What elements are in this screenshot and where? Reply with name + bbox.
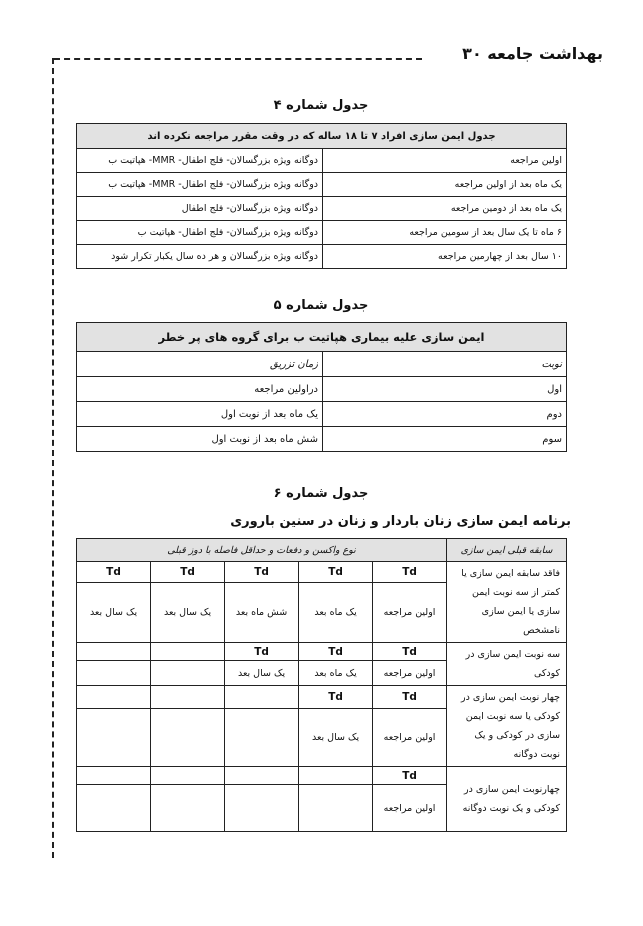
- interval-cell: یک سال بعد: [299, 709, 373, 767]
- empty-cell: [225, 785, 299, 832]
- empty-cell: [225, 767, 299, 785]
- table5-time-cell: دراولین مراجعه: [77, 377, 323, 402]
- table-row: [77, 643, 567, 661]
- table4-vaccine-cell: دوگانه ویژه بزرگسالان- فلج اطفال- MMR- هپاتیت ب: [77, 173, 323, 197]
- table-row: [77, 197, 567, 221]
- table-row: [77, 427, 567, 452]
- empty-cell: [77, 643, 151, 661]
- table-row: [77, 767, 567, 785]
- td-vaccine-label: Td: [225, 643, 299, 661]
- interval-cell: یک ماه بعد: [299, 583, 373, 643]
- table-row: [77, 686, 567, 709]
- empty-cell: [77, 661, 151, 686]
- table-row: [77, 221, 567, 245]
- td-vaccine-label: Td: [151, 562, 225, 583]
- table6-header-row: [77, 539, 567, 562]
- table5-header-row: [77, 352, 567, 377]
- table5-title: ایمن سازی علیه بیماری هپاتیت ب برای گروه های پر خطر: [77, 323, 567, 352]
- table4-time-cell: یک ماه بعد از اولین مراجعه: [323, 173, 567, 197]
- table4-time-cell: یک ماه بعد از دومین مراجعه: [323, 197, 567, 221]
- table4-time-cell: ۱۰ سال بعد از چهارمین مراجعه: [323, 245, 567, 269]
- table6-header-history: سابقه قبلی ایمن سازی: [447, 539, 567, 562]
- table6: [76, 538, 567, 832]
- table4-caption: جدول شماره ۴: [273, 98, 369, 113]
- table6-caption: جدول شماره ۶: [273, 486, 369, 501]
- empty-cell: [299, 767, 373, 785]
- interval-cell: اولین مراجعه: [373, 785, 447, 832]
- td-vaccine-label: Td: [299, 643, 373, 661]
- td-vaccine-label: Td: [373, 643, 447, 661]
- interval-cell: اولین مراجعه: [373, 661, 447, 686]
- empty-cell: [151, 785, 225, 832]
- table5-time-cell: شش ماه بعد از نوبت اول: [77, 427, 323, 452]
- table4-title-row: [77, 124, 567, 149]
- margin-rule-vertical: [52, 58, 54, 858]
- table6-history-cell: چهارنوبت ایمن سازی در کودکی و یک نوبت دوگانه: [447, 767, 567, 832]
- table4-title: جدول ایمن سازی افراد ۷ تا ۱۸ ساله که در وقت مقرر مراجعه نکرده اند: [77, 124, 567, 149]
- table-row: [77, 245, 567, 269]
- table-row: [77, 402, 567, 427]
- table5-dose-cell: اول: [323, 377, 567, 402]
- td-vaccine-label: Td: [373, 767, 447, 785]
- empty-cell: [225, 709, 299, 767]
- table5-header-dose: نوبت: [323, 352, 567, 377]
- table5-caption: جدول شماره ۵: [273, 298, 369, 313]
- table6-history-cell: سه نوبت ایمن سازی در کودکی: [447, 643, 567, 686]
- table4-time-cell: ۶ ماه تا یک سال بعد از سومین مراجعه: [323, 221, 567, 245]
- table-row: [77, 562, 567, 583]
- table6-history-cell: فاقد سابقه ایمن سازی یا کمتر از سه نوبت ایمن سازی یا ایمن سازی نامشخص: [447, 562, 567, 643]
- interval-cell: یک سال بعد: [151, 583, 225, 643]
- interval-cell: یک سال بعد: [225, 661, 299, 686]
- empty-cell: [299, 785, 373, 832]
- empty-cell: [77, 686, 151, 709]
- empty-cell: [77, 767, 151, 785]
- td-vaccine-label: Td: [299, 686, 373, 709]
- table5-header-time: زمان تزریق: [77, 352, 323, 377]
- empty-cell: [151, 661, 225, 686]
- table4-time-cell: اولین مراجعه: [323, 149, 567, 173]
- table5-dose-cell: سوم: [323, 427, 567, 452]
- interval-cell: شش ماه بعد: [225, 583, 299, 643]
- table-row: [77, 149, 567, 173]
- empty-cell: [151, 709, 225, 767]
- table-row: [77, 377, 567, 402]
- td-vaccine-label: Td: [77, 562, 151, 583]
- empty-cell: [77, 709, 151, 767]
- table6-history-cell: چهار نوبت ایمن سازی در کودکی یا سه نوبت ایمن سازی در کودکی و یک نوبت دوگانه: [447, 686, 567, 767]
- table4-vaccine-cell: دوگانه ویژه بزرگسالان- فلج اطفال: [77, 197, 323, 221]
- td-vaccine-label: Td: [299, 562, 373, 583]
- table5-dose-cell: دوم: [323, 402, 567, 427]
- table5-time-cell: یک ماه بعد از نوبت اول: [77, 402, 323, 427]
- empty-cell: [77, 785, 151, 832]
- td-vaccine-label: Td: [373, 686, 447, 709]
- table6-header-schedule: نوع واکسن و دفعات و حداقل فاصله با دوز قبلی: [77, 539, 447, 562]
- empty-cell: [151, 686, 225, 709]
- table-row: [77, 173, 567, 197]
- table4: [76, 123, 567, 269]
- table6-subtitle: برنامه ایمن سازی زنان باردار و زنان در سنین باروری: [230, 514, 571, 529]
- interval-cell: اولین مراجعه: [373, 709, 447, 767]
- page-header-title: بهداشت جامعه ۳۰: [462, 44, 603, 63]
- td-vaccine-label: Td: [373, 562, 447, 583]
- empty-cell: [225, 686, 299, 709]
- table5-title-row: [77, 323, 567, 352]
- table4-vaccine-cell: دوگانه ویژه بزرگسالان و هر ده سال یکبار تکرار شود: [77, 245, 323, 269]
- interval-cell: یک ماه بعد: [299, 661, 373, 686]
- table4-vaccine-cell: دوگانه ویژه بزرگسالان- فلج اطفال- MMR- هپاتیت ب: [77, 149, 323, 173]
- empty-cell: [151, 643, 225, 661]
- empty-cell: [151, 767, 225, 785]
- table4-vaccine-cell: دوگانه ویژه بزرگسالان- فلج اطفال- هپاتیت ب: [77, 221, 323, 245]
- header-rule: [54, 58, 422, 60]
- interval-cell: اولین مراجعه: [373, 583, 447, 643]
- interval-cell: یک سال بعد: [77, 583, 151, 643]
- td-vaccine-label: Td: [225, 562, 299, 583]
- table5: [76, 322, 567, 452]
